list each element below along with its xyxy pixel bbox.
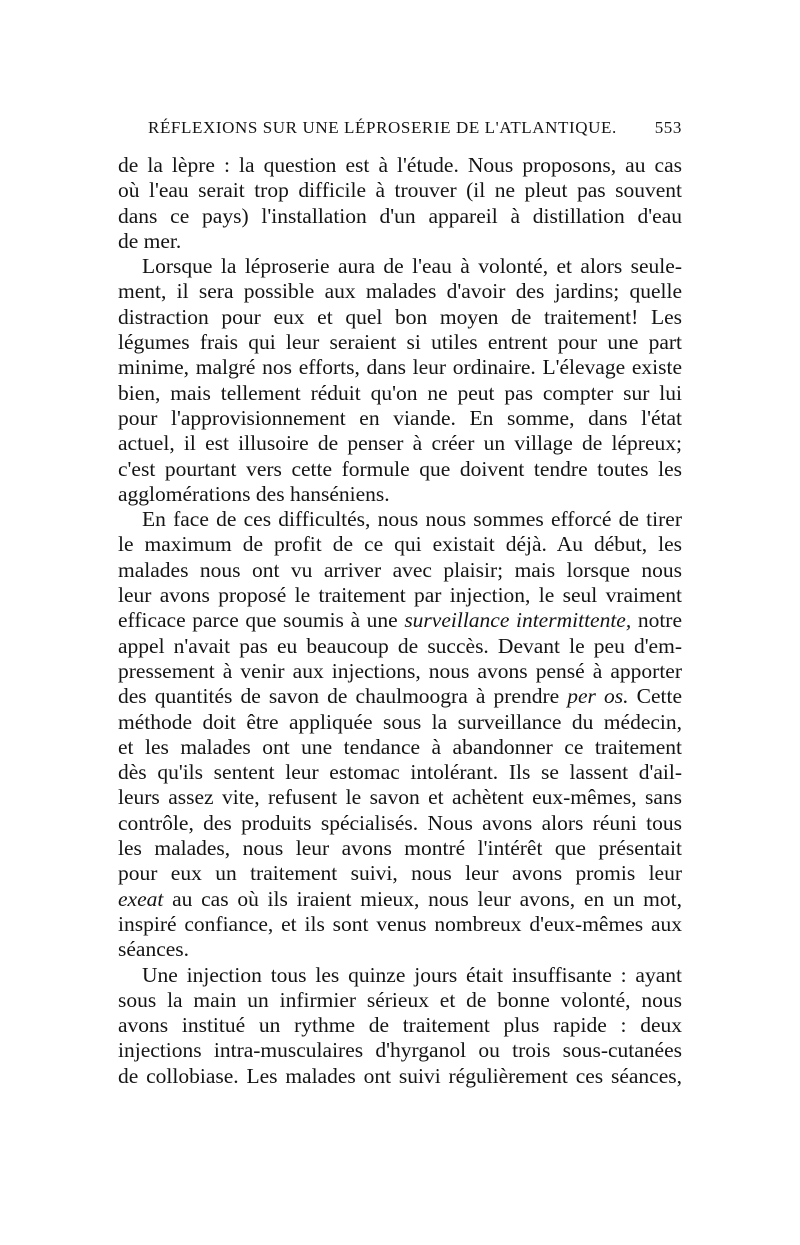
text-segment: notre [631, 608, 683, 633]
body-text [118, 153, 682, 1089]
text-line [118, 634, 682, 659]
text-segment: efficace parce que soumis à une [118, 608, 405, 633]
text-segment: En face de ces difficultés, nous nous sommes efforcé de tirer [142, 507, 682, 532]
text-segment: de mer. [118, 228, 182, 253]
text-segment: injections intra-musculaires d'hyrganol ou trois sous-cutanées [118, 1038, 682, 1063]
text-segment: leurs assez vite, refusent le savon et achètent eux-mêmes, sans [118, 785, 682, 810]
text-line [118, 710, 682, 735]
text-segment: les malades, nous leur avons montré l'intérêt que présentait [118, 836, 682, 861]
text-segment: méthode doit être appliquée sous la surveillance du médecin, [118, 709, 682, 734]
text-line [118, 583, 682, 608]
text-segment: et les malades ont une tendance à abandonner ce traitement [118, 734, 682, 759]
text-line [118, 431, 682, 456]
paragraph [118, 254, 682, 507]
text-line [118, 204, 682, 229]
text-line [118, 608, 682, 633]
text-line [118, 507, 682, 532]
italic-text: surveillance intermittente, [404, 608, 632, 633]
text-line [118, 684, 682, 709]
text-line [118, 330, 682, 355]
text-segment: malades nous ont vu arriver avec plaisir; mais lorsque nous [118, 557, 682, 582]
paragraph [118, 963, 682, 1089]
text-line [118, 659, 682, 684]
text-segment: pour l'approvisionnement en viande. En somme, dans l'état [118, 405, 682, 430]
text-segment: bien, mais tellement réduit qu'on ne peut pas compter sur lui [118, 380, 682, 405]
text-line [118, 937, 682, 962]
text-segment: contrôle, des produits spécialisés. Nous avons alors réuni tous [118, 810, 682, 835]
italic-text: per os. [567, 684, 629, 709]
text-line [118, 532, 682, 557]
text-line [118, 887, 682, 912]
text-segment: des quantités de savon de chaulmoogra à prendre [118, 684, 568, 709]
text-line [118, 457, 682, 482]
running-head [118, 118, 682, 142]
text-line [118, 785, 682, 810]
text-line [118, 178, 682, 203]
text-segment: avons institué un rythme de traitement plus rapide : deux [118, 1013, 682, 1038]
text-segment: de collobiase. Les malades ont suivi régulièrement ces séances, [118, 1063, 682, 1088]
text-segment: appel n'avait pas eu beaucoup de succès. Devant le peu d'em- [118, 633, 682, 658]
text-segment: agglomérations des hanséniens. [118, 481, 390, 506]
text-line [118, 355, 682, 380]
text-segment: Lorsque la léproserie aura de l'eau à volonté, et alors seule- [142, 254, 682, 279]
text-line [118, 279, 682, 304]
text-line [118, 153, 682, 178]
text-line [118, 381, 682, 406]
text-segment: leur avons proposé le traitement par injection, le seul vraiment [118, 583, 682, 608]
text-line [118, 811, 682, 836]
text-line [118, 482, 682, 507]
text-segment: actuel, il est illusoire de penser à créer un village de lépreux; [118, 431, 682, 456]
text-line [118, 305, 682, 330]
text-line [118, 861, 682, 886]
text-segment: Une injection tous les quinze jours était insuffisante : ayant [142, 962, 682, 987]
text-line [118, 406, 682, 431]
text-segment: le maximum de profit de ce qui existait déjà. Au début, les [118, 532, 682, 557]
text-line [118, 760, 682, 785]
italic-text: exeat [118, 886, 164, 911]
text-segment: légumes frais qui leur seraient si utiles entrent pour une part [118, 330, 682, 355]
text-segment: ment, il sera possible aux malades d'avoir des jardins; quelle [118, 279, 682, 304]
text-line [118, 836, 682, 861]
text-line [118, 229, 682, 254]
text-line [118, 912, 682, 937]
paragraph [118, 507, 682, 962]
text-segment: pressement à venir aux injections, nous avons pensé à apporter [118, 658, 682, 683]
text-line [118, 1013, 682, 1038]
page-number: 553 [654, 118, 682, 137]
text-segment: séances. [118, 937, 190, 962]
text-line [118, 1038, 682, 1063]
text-line [118, 254, 682, 279]
text-segment: où l'eau serait trop difficile à trouver (il ne pleut pas souvent [118, 178, 682, 203]
text-segment: dans ce pays) l'installation d'un appareil à distillation d'eau [118, 203, 682, 228]
running-title: RÉFLEXIONS SUR UNE LÉPROSERIE DE L'ATLANTIQUE. [148, 118, 617, 137]
text-line [118, 988, 682, 1013]
text-segment: minime, malgré nos efforts, dans leur ordinaire. L'élevage existe [118, 355, 682, 380]
text-line [118, 735, 682, 760]
text-segment: distraction pour eux et quel bon moyen de traitement! Les [118, 304, 682, 329]
text-segment: dès qu'ils sentent leur estomac intolérant. Ils se lassent d'ail- [118, 760, 682, 785]
text-segment: au cas où ils iraient mieux, nous leur avons, en un mot, [163, 886, 682, 911]
text-segment: pour eux un traitement suivi, nous leur avons promis leur [118, 861, 682, 886]
paragraph [118, 153, 682, 254]
text-line [118, 558, 682, 583]
text-segment: inspiré confiance, et ils sont venus nombreux d'eux-mêmes aux [118, 911, 682, 936]
text-line [118, 963, 682, 988]
text-segment: c'est pourtant vers cette formule que doivent tendre toutes les [118, 456, 682, 481]
text-segment: sous la main un infirmier sérieux et de bonne volonté, nous [118, 987, 682, 1012]
text-segment: Cette [628, 684, 683, 709]
text-segment: de la lèpre : la question est à l'étude. Nous proposons, au cas [118, 153, 682, 177]
text-line [118, 1064, 682, 1089]
